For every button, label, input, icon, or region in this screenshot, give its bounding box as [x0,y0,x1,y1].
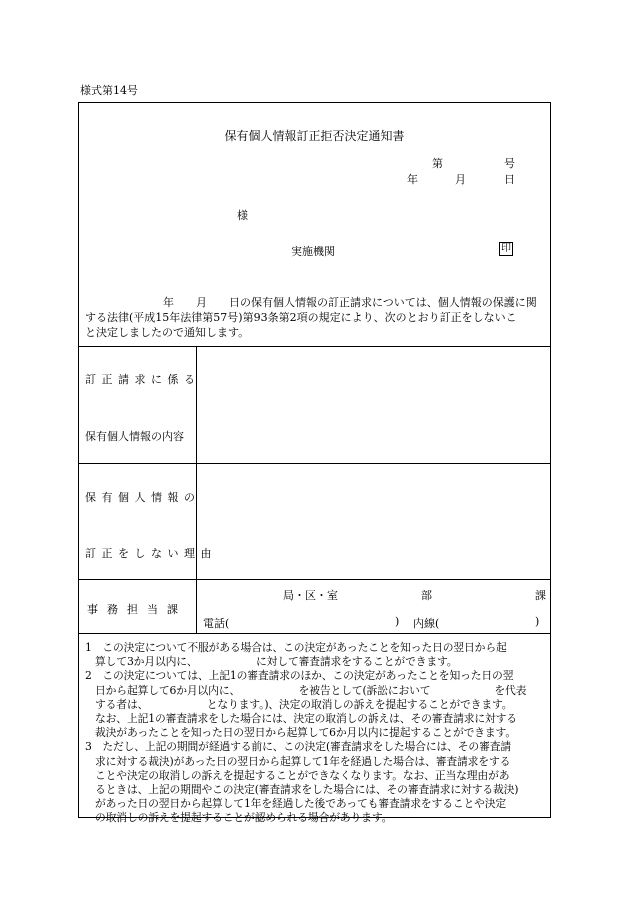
note-line: なお、上記1の審査請求をした場合には、決定の取消しの訴えは、その審査請求に対する [95,712,517,726]
note-line: 日から起算して6か月以内に、 を被告として(訴訟において を代表 [95,683,527,697]
note-line: する者は、 となります。)、決定の取消しの訴えを提起することができます。 [95,697,513,711]
row-divider [79,579,550,580]
row2-label-b: 訂正をしない理由 [85,547,217,560]
document-title: 保有個人情報訂正拒否決定通知書 [224,129,405,143]
row3-label: 事務担当課 [87,603,187,616]
body-line: する法律(平成15年法律第57号)第93条第2項の規定により、次のとおり訂正をしないこ [85,311,517,324]
phone-label: 電話( [203,617,230,630]
notice-form [78,102,551,825]
date-month: 月 [455,173,466,186]
date-year: 年 [407,173,418,186]
note-line: があった日の翌日から起算して1年を経過した後であっても審査請求をすることや決定 [95,797,507,811]
dept-office: 局・区・室 [283,589,338,602]
addressee-suffix: 様 [237,209,248,222]
row1-label-b: 保有個人情報の内容 [85,430,184,443]
body-line: 年 月 日の保有個人情報の訂正請求については、個人情報の保護に関 [163,296,537,309]
form-number: 様式第14号 [80,84,138,97]
number-prefix: 第 [432,157,443,170]
phone-close: ) [395,615,400,628]
agency-label: 実施機関 [291,245,335,258]
note-line: の取消しの訴えを提起することが認められる場合があります。 [95,811,393,825]
note-line: ことや決定の取消しの訴えを提起することができなくなります。なお、正当な理由があ [95,768,510,782]
table-bottom-rule [79,633,550,634]
note-line: 算して3か月以内に、 に対して審査請求をすることができます。 [95,655,458,669]
note-line: 2 この決定については、上記1の審査請求のほか、この決定があったことを知った日の翌 [85,669,514,683]
row2-label-a: 保有個人情報の [85,491,201,504]
note-line: 裁決があったことを知った日の翌日から起算して6か月以内に提起することができます。 [95,726,516,740]
dept-division: 課 [535,589,546,602]
extension-close: ) [535,615,540,628]
note-line: 3 ただし、上記の期間が経過する前に、この決定(審査請求をした場合には、その審査請 [85,740,512,754]
notice-body [85,295,544,340]
notes-section [85,641,546,826]
note-line: るときは、上記の期間やこの決定(審査請求をした場合には、その審査請求に対する裁決) [95,783,519,797]
dept-section: 部 [421,589,432,602]
number-suffix: 号 [504,157,515,170]
extension-label: 内線( [413,617,440,630]
seal-mark: 印 [501,243,511,254]
refusal-reason-field[interactable] [197,464,550,579]
date-day: 日 [504,173,515,186]
note-line: 求に対する裁決)があった日の翌日から起算して1年を経過した場合は、審査請求をする [95,754,511,768]
note-line: 1 この決定について不服がある場合は、この決定があったことを知った日の翌日から起 [85,641,507,654]
row1-label-a: 訂正請求に係る [85,373,201,386]
body-line: と決定しましたので通知します。 [85,326,250,339]
correction-request-content-field[interactable] [197,347,550,463]
